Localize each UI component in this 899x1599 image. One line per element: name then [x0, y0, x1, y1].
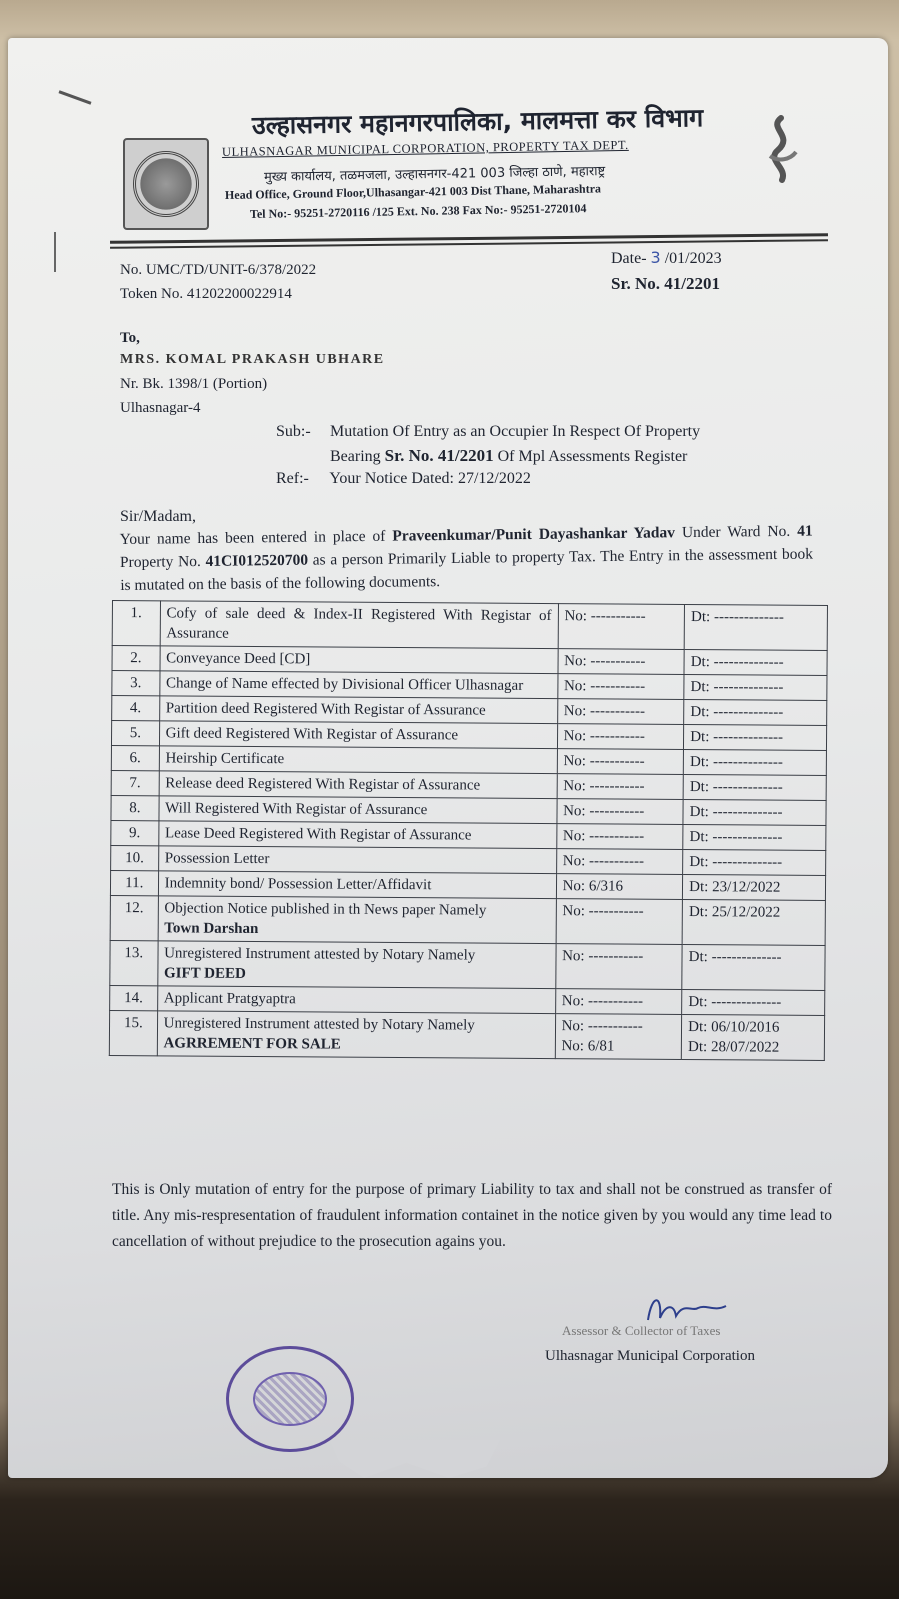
- table-row: [112, 601, 827, 651]
- doc-description: [157, 941, 555, 989]
- doc-description-text: Cofy of sale deed & Index-II Registered With Registar of Assurance: [166, 605, 552, 642]
- serial-number: Sr. No. 41/2201: [611, 274, 720, 293]
- date-rest: /01/2023: [664, 250, 722, 267]
- doc-date: [683, 799, 826, 825]
- doc-description-text: Change of Name effected by Divisional Officer Ulhasnagar: [165, 675, 524, 694]
- doc-number-text: 7.: [129, 775, 141, 792]
- doc-no-text: No: -----------: [562, 903, 644, 920]
- doc-date-text: Dt: --------------: [690, 654, 784, 671]
- paragraph-disclaimer: This is Only mutation of entry for the purpose of primary Liability to tax and shall not be construed as transfer of title. Any mis-respresentation of fraudulent information containet in the notice given by you would any time lead to cancellation of without prejudice to the prosecution agains you.: [112, 1181, 832, 1250]
- doc-number: [112, 696, 160, 721]
- doc-number: [111, 820, 159, 845]
- doc-number: [110, 985, 158, 1010]
- doc-description-text: Applicant Pratgyaptra: [163, 990, 296, 1008]
- doc-date: [682, 989, 825, 1015]
- doc-number: [111, 721, 159, 746]
- doc-no-text: No: -----------: [562, 853, 645, 870]
- subject-line-2b: Of Mpl Assessments Register: [497, 448, 688, 465]
- doc-description-bold: AGRREMENT FOR SALE: [163, 1035, 341, 1053]
- doc-date: [682, 899, 825, 945]
- doc-number-text: 1.: [130, 605, 142, 622]
- table-row: [110, 940, 825, 990]
- p1-property-number: 41CI012520700: [205, 551, 309, 570]
- header-title-hindi: उल्हासनगर महानगरपालिका, मालमत्ता कर विभाग: [251, 103, 704, 140]
- doc-number: [111, 795, 159, 820]
- doc-description: [159, 671, 557, 699]
- header-contact: Tel No:- 95251-2720116 /125 Ext. No. 238 Fax No:- 95251-2720104: [249, 201, 587, 221]
- p1-text-a: Your name has been entered in place of: [119, 527, 386, 549]
- doc-date-text: Dt: --------------: [690, 679, 784, 696]
- doc-number-text: 14.: [124, 990, 143, 1007]
- doc-description: [159, 771, 557, 799]
- doc-no: [556, 824, 683, 850]
- doc-no: [555, 1014, 682, 1060]
- doc-date-text: Dt: --------------: [689, 779, 783, 796]
- doc-description-text: Partition deed Registered With Registar of Assurance: [165, 700, 486, 719]
- doc-no: [556, 849, 683, 875]
- ref-text: Your Notice Dated: 27/12/2022: [329, 470, 531, 487]
- doc-number: [110, 870, 158, 895]
- doc-number-text: 11.: [125, 875, 144, 892]
- doc-no-text: No: -----------: [564, 653, 646, 670]
- doc-description-text: Unregistered Instrument attested by Notary Namely: [164, 945, 476, 964]
- doc-description: [159, 696, 557, 724]
- p1-previous-owner: Praveenkumar/Punit Dayashankar Yadav: [392, 524, 676, 545]
- signatory-title: Assessor & Collector of Taxes: [562, 1323, 721, 1338]
- subject-line-1: Mutation Of Entry as an Occupier In Respect Of Property: [330, 423, 701, 440]
- doc-date: [684, 604, 827, 650]
- date-day-handwritten: 3: [650, 248, 661, 267]
- doc-date-text: Dt: --------------: [691, 609, 784, 626]
- paragraph-intro: [120, 520, 814, 597]
- doc-no-text: No: -----------: [563, 753, 645, 770]
- doc-number-text: 15.: [123, 1015, 143, 1032]
- doc-date-text: Dt: --------------: [690, 729, 784, 746]
- doc-date-text: Dt: 23/12/2022: [689, 879, 781, 896]
- doc-number-text: 2.: [130, 650, 142, 667]
- official-stamp: [226, 1346, 354, 1452]
- doc-description: [160, 601, 558, 649]
- subject-label: Sub:-: [276, 423, 311, 440]
- subject-block: [276, 420, 816, 469]
- letter-date: [611, 248, 722, 268]
- doc-date: [683, 749, 826, 775]
- doc-no-text: No: -----------: [561, 993, 644, 1010]
- pin-mark: [54, 232, 56, 272]
- doc-description-text: Release deed Registered With Registar of Assurance: [165, 775, 481, 794]
- doc-description: [158, 846, 556, 874]
- tax-dept-logo-icon: [748, 110, 814, 190]
- doc-description-text: Will Registered With Registar of Assurance: [165, 800, 428, 819]
- doc-description: [157, 986, 555, 1014]
- doc-date: [683, 774, 826, 800]
- doc-date: [684, 699, 827, 725]
- header-title-english: ULHASNAGAR MUNICIPAL CORPORATION, PROPERTY TAX DEPT.: [221, 137, 629, 159]
- doc-description-text: Lease Deed Registered With Registar of Assurance: [164, 825, 472, 844]
- recipient-address-1: Nr. Bk. 1398/1 (Portion): [120, 376, 268, 392]
- doc-date-text: Dt: --------------: [689, 754, 783, 771]
- doc-date-text: Dt: 25/12/2022: [688, 904, 781, 921]
- table-row: [109, 1010, 824, 1060]
- doc-description-text: Gift deed Registered With Registar of Assurance: [165, 725, 459, 744]
- doc-description: [159, 721, 557, 749]
- doc-no-text: No: ----------- No: 6/81: [561, 1018, 643, 1055]
- doc-date-text: Dt: --------------: [690, 704, 784, 721]
- doc-number: [111, 770, 159, 795]
- doc-no: [557, 774, 684, 800]
- doc-description: [157, 1011, 555, 1059]
- doc-no-text: No: -----------: [563, 728, 645, 745]
- header-office-hindi: मुख्य कार्यालय, तळमजला, उल्हासनगर-421 003 जिल्हा ठाणे, महाराष्ट्र: [263, 164, 606, 185]
- doc-no: [558, 649, 685, 675]
- corporation-emblem-icon: [123, 138, 209, 230]
- doc-no: [556, 899, 683, 945]
- doc-number: [110, 940, 158, 985]
- doc-no-text: No: -----------: [562, 828, 645, 845]
- doc-no-text: No: -----------: [563, 678, 646, 695]
- doc-date: [683, 824, 826, 850]
- doc-no-text: No: -----------: [563, 703, 646, 720]
- doc-number: [111, 745, 159, 770]
- doc-date: [683, 849, 826, 875]
- doc-no: [557, 674, 684, 700]
- doc-description: [159, 746, 557, 774]
- doc-no-text: No: -----------: [564, 608, 646, 625]
- subject-line-2a: Bearing: [330, 448, 381, 465]
- doc-description-text: Possession Letter: [164, 850, 270, 868]
- doc-date-text: Dt: 06/10/2016 Dt: 28/07/2022: [688, 1019, 780, 1056]
- to-label: To,: [120, 330, 140, 346]
- doc-number-text: 13.: [124, 945, 144, 962]
- doc-number-text: 10.: [125, 850, 144, 867]
- doc-description: [158, 896, 556, 944]
- doc-date: [683, 874, 826, 900]
- doc-number-text: 8.: [129, 800, 141, 817]
- doc-description-bold: Town Darshan: [164, 920, 259, 938]
- doc-number: [109, 1010, 157, 1055]
- doc-description-text: Indemnity bond/ Possession Letter/Affidavit: [164, 875, 432, 894]
- table-row: [110, 895, 825, 945]
- doc-no: [557, 724, 684, 750]
- header-office-english: Head Office, Ground Floor,Ulhasangar-421 003 Dist Thane, Maharashtra: [224, 181, 602, 202]
- doc-description: [158, 821, 556, 849]
- doc-no-text: No: 6/316: [562, 878, 624, 895]
- doc-description: [160, 646, 558, 674]
- doc-date-text: Dt: --------------: [688, 949, 782, 966]
- signatory-organization: Ulhasnagar Municipal Corporation: [545, 1348, 755, 1364]
- doc-number: [112, 601, 160, 646]
- doc-date: [681, 1014, 824, 1060]
- doc-no-text: No: -----------: [563, 803, 645, 820]
- p1-ward-number: 41: [797, 522, 813, 540]
- doc-no-text: No: -----------: [563, 778, 645, 795]
- doc-date: [684, 649, 827, 675]
- doc-description-bold: GIFT DEED: [163, 965, 246, 982]
- date-prefix: Date-: [611, 250, 647, 267]
- doc-number: [110, 895, 158, 940]
- doc-number-text: 9.: [128, 825, 141, 842]
- doc-description-text: Conveyance Deed [CD]: [166, 650, 311, 668]
- doc-number-text: 12.: [124, 900, 144, 917]
- doc-description: [158, 871, 556, 899]
- doc-description-text: Heirship Certificate: [165, 750, 285, 768]
- p1-text-b: Under Ward No.: [681, 522, 791, 542]
- p1-text-c: Property No.: [119, 553, 201, 571]
- ref-label: Ref:-: [276, 470, 309, 487]
- doc-date-text: Dt: --------------: [689, 854, 783, 871]
- doc-description: [159, 796, 557, 824]
- doc-date: [684, 674, 827, 700]
- doc-number: [112, 646, 160, 671]
- subject-serial: Sr. No. 41/2201: [384, 446, 494, 465]
- doc-number: [111, 845, 159, 870]
- doc-number-text: 3.: [130, 675, 142, 692]
- doc-date-text: Dt: --------------: [688, 994, 782, 1011]
- doc-no: [558, 604, 685, 650]
- doc-number-text: 4.: [129, 700, 142, 717]
- doc-no: [555, 989, 682, 1015]
- salutation: Sir/Madam,: [120, 508, 196, 525]
- p1-text-d: as a person Primarily Liable to property Tax. The Entry in the assessment book is mutated on the basis of the following documents.: [120, 545, 814, 594]
- token-number: Token No. 41202200022914: [120, 286, 292, 302]
- recipient-name: MRS. KOMAL PRAKASH UBHARE: [120, 352, 385, 367]
- doc-no: [556, 874, 683, 900]
- doc-number-text: 5.: [129, 725, 142, 742]
- doc-number-text: 6.: [129, 750, 141, 767]
- doc-date-text: Dt: --------------: [689, 804, 783, 821]
- doc-number: [112, 671, 160, 696]
- doc-description-text: Objection Notice published in th News paper Namely: [164, 900, 487, 919]
- doc-no: [557, 699, 684, 725]
- doc-no: [557, 799, 684, 825]
- doc-description-text: Unregistered Instrument attested by Notary Namely: [163, 1015, 475, 1034]
- reference-line: [276, 470, 531, 488]
- doc-date: [684, 724, 827, 750]
- doc-date-text: Dt: --------------: [689, 829, 783, 846]
- documents-table: [109, 600, 828, 1061]
- recipient-address-2: Ulhasnagar-4: [120, 400, 201, 416]
- doc-date: [682, 944, 825, 990]
- doc-no-text: No: -----------: [562, 948, 644, 965]
- doc-no: [557, 749, 684, 775]
- reference-number: No. UMC/TD/UNIT-6/378/2022: [120, 262, 317, 278]
- doc-no: [555, 944, 682, 990]
